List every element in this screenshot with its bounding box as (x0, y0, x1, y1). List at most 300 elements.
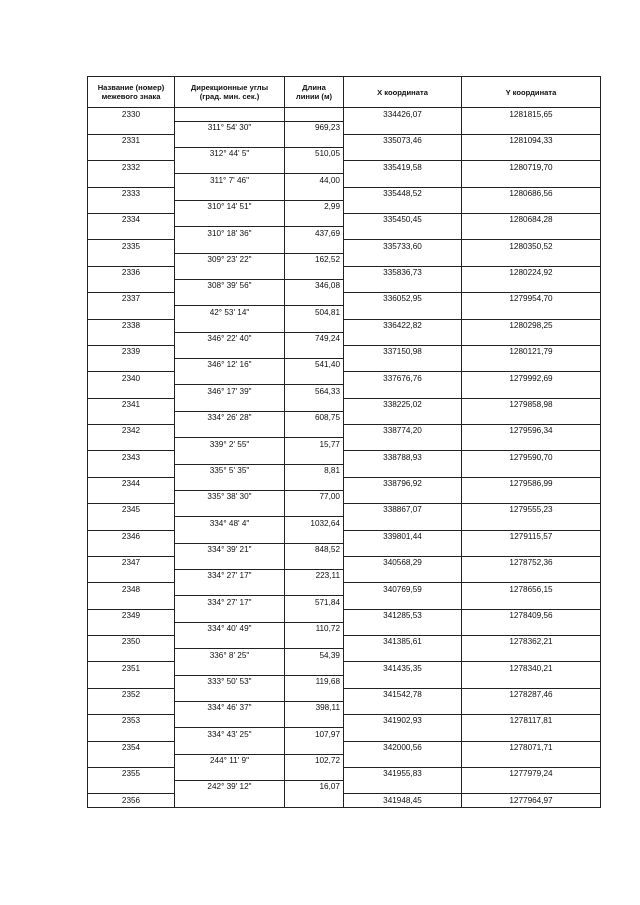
line-length-cell: 16,07 (285, 781, 344, 794)
table-row (88, 174, 601, 187)
marker-name-cell: 2347 (88, 556, 175, 569)
empty-cell (462, 675, 601, 688)
y-coordinate-cell: 1280684,28 (462, 214, 601, 227)
empty-cell (175, 767, 285, 780)
table-row (88, 622, 601, 635)
table-row (88, 385, 601, 398)
empty-cell (88, 359, 175, 372)
empty-cell (344, 517, 462, 530)
empty-cell (88, 438, 175, 451)
y-coordinate-cell: 1280686,56 (462, 187, 601, 200)
empty-cell (88, 227, 175, 240)
table-row (88, 332, 601, 345)
direction-angle-cell: 310° 14' 51" (175, 200, 285, 213)
empty-cell (462, 781, 601, 794)
empty-cell (344, 649, 462, 662)
empty-cell (285, 345, 344, 358)
table-row (88, 570, 601, 583)
direction-angle-cell: 333° 50' 53" (175, 675, 285, 688)
table-row (88, 359, 601, 372)
direction-angle-cell: 346° 17' 39" (175, 385, 285, 398)
line-length-cell: 608,75 (285, 411, 344, 424)
line-length-cell: 749,24 (285, 332, 344, 345)
marker-name-cell: 2351 (88, 662, 175, 675)
empty-cell (285, 293, 344, 306)
marker-name-cell: 2349 (88, 609, 175, 622)
line-length-cell: 110,72 (285, 622, 344, 635)
empty-cell (344, 675, 462, 688)
empty-cell (285, 767, 344, 780)
empty-cell (344, 332, 462, 345)
table-row (88, 121, 601, 134)
marker-name-cell: 2340 (88, 372, 175, 385)
empty-cell (344, 543, 462, 556)
empty-cell (344, 306, 462, 319)
direction-angle-cell: 311° 54' 30" (175, 121, 285, 134)
x-coordinate-cell: 339801,44 (344, 530, 462, 543)
direction-angle-cell: 242° 39' 12" (175, 781, 285, 794)
empty-cell (285, 214, 344, 227)
table-row (88, 767, 601, 780)
empty-cell (462, 227, 601, 240)
x-coordinate-cell: 335733,60 (344, 240, 462, 253)
line-length-cell: 223,11 (285, 570, 344, 583)
y-coordinate-cell: 1281094,33 (462, 134, 601, 147)
empty-cell (88, 385, 175, 398)
marker-name-cell: 2344 (88, 477, 175, 490)
empty-cell (88, 148, 175, 161)
marker-name-cell: 2337 (88, 293, 175, 306)
table-row (88, 438, 601, 451)
table-row (88, 741, 601, 754)
line-length-cell: 44,00 (285, 174, 344, 187)
marker-name-cell: 2356 (88, 794, 175, 808)
table-row (88, 319, 601, 332)
line-length-cell: 162,52 (285, 253, 344, 266)
empty-cell (285, 372, 344, 385)
empty-cell (344, 253, 462, 266)
empty-cell (462, 332, 601, 345)
line-length-cell: 15,77 (285, 438, 344, 451)
table-row (88, 701, 601, 714)
empty-cell (285, 583, 344, 596)
empty-cell (88, 570, 175, 583)
marker-name-cell: 2331 (88, 134, 175, 147)
marker-name-cell: 2332 (88, 161, 175, 174)
y-coordinate-cell: 1279115,57 (462, 530, 601, 543)
empty-cell (88, 728, 175, 741)
y-coordinate-cell: 1278287,46 (462, 688, 601, 701)
header-x-coordinate: X координата (344, 77, 462, 108)
direction-angle-cell: 334° 43' 25" (175, 728, 285, 741)
y-coordinate-cell: 1280350,52 (462, 240, 601, 253)
header-line-length: Длина линии (м) (285, 77, 344, 108)
y-coordinate-cell: 1280121,79 (462, 345, 601, 358)
table-row (88, 108, 601, 122)
x-coordinate-cell: 337676,76 (344, 372, 462, 385)
empty-cell (175, 556, 285, 569)
x-coordinate-cell: 335836,73 (344, 266, 462, 279)
header-marker-name: Название (номер) межевого знака (88, 77, 175, 108)
line-length-cell: 77,00 (285, 490, 344, 503)
table-row (88, 715, 601, 728)
y-coordinate-cell: 1278409,56 (462, 609, 601, 622)
line-length-cell: 102,72 (285, 754, 344, 767)
x-coordinate-cell: 341285,53 (344, 609, 462, 622)
x-coordinate-cell: 338225,02 (344, 398, 462, 411)
line-length-cell: 346,08 (285, 279, 344, 292)
y-coordinate-cell: 1280224,92 (462, 266, 601, 279)
direction-angle-cell: 312° 44' 5" (175, 148, 285, 161)
empty-cell (344, 200, 462, 213)
empty-cell (175, 636, 285, 649)
table-row (88, 279, 601, 292)
empty-cell (88, 411, 175, 424)
empty-cell (175, 715, 285, 728)
x-coordinate-cell: 338867,07 (344, 504, 462, 517)
y-coordinate-cell: 1278071,71 (462, 741, 601, 754)
empty-cell (344, 279, 462, 292)
empty-cell (344, 464, 462, 477)
table-row (88, 794, 601, 808)
x-coordinate-cell: 340568,29 (344, 556, 462, 569)
marker-name-cell: 2338 (88, 319, 175, 332)
y-coordinate-cell: 1278117,81 (462, 715, 601, 728)
line-length-cell: 398,11 (285, 701, 344, 714)
empty-cell (175, 266, 285, 279)
y-coordinate-cell: 1279992,69 (462, 372, 601, 385)
table-body (88, 108, 601, 808)
table-row (88, 345, 601, 358)
empty-cell (462, 543, 601, 556)
marker-name-cell: 2346 (88, 530, 175, 543)
marker-name-cell: 2348 (88, 583, 175, 596)
empty-cell (88, 332, 175, 345)
table-row (88, 148, 601, 161)
direction-angle-cell: 334° 27' 17" (175, 570, 285, 583)
y-coordinate-cell: 1277964,97 (462, 794, 601, 808)
empty-cell (175, 134, 285, 147)
empty-cell (462, 174, 601, 187)
table-row (88, 662, 601, 675)
table-row (88, 464, 601, 477)
direction-angle-cell: 346° 12' 16" (175, 359, 285, 372)
empty-cell (175, 451, 285, 464)
marker-name-cell: 2330 (88, 108, 175, 122)
y-coordinate-cell: 1281815,65 (462, 108, 601, 122)
direction-angle-cell: 335° 38' 30" (175, 490, 285, 503)
empty-cell (175, 583, 285, 596)
table-header-row (88, 77, 601, 108)
line-length-cell: 8,81 (285, 464, 344, 477)
table-row (88, 504, 601, 517)
line-length-cell: 504,81 (285, 306, 344, 319)
x-coordinate-cell: 336422,82 (344, 319, 462, 332)
x-coordinate-cell: 338796,92 (344, 477, 462, 490)
empty-cell (344, 570, 462, 583)
empty-cell (88, 253, 175, 266)
x-coordinate-cell: 341948,45 (344, 794, 462, 808)
empty-cell (285, 319, 344, 332)
empty-cell (462, 622, 601, 635)
empty-cell (175, 214, 285, 227)
table-row (88, 161, 601, 174)
line-length-cell: 119,68 (285, 675, 344, 688)
direction-angle-cell: 42° 53' 14" (175, 306, 285, 319)
marker-name-cell: 2339 (88, 345, 175, 358)
marker-name-cell: 2350 (88, 636, 175, 649)
x-coordinate-cell: 338788,93 (344, 451, 462, 464)
line-length-cell: 541,40 (285, 359, 344, 372)
marker-name-cell: 2345 (88, 504, 175, 517)
table-row (88, 530, 601, 543)
empty-cell (344, 174, 462, 187)
direction-angle-cell: 334° 27' 17" (175, 596, 285, 609)
empty-cell (462, 517, 601, 530)
line-length-cell: 969,23 (285, 121, 344, 134)
empty-cell (88, 200, 175, 213)
empty-cell (175, 662, 285, 675)
empty-cell (344, 438, 462, 451)
empty-cell (462, 279, 601, 292)
y-coordinate-cell: 1278362,21 (462, 636, 601, 649)
direction-angle-cell: 334° 26' 28" (175, 411, 285, 424)
y-coordinate-cell: 1279590,70 (462, 451, 601, 464)
y-coordinate-cell: 1279858,98 (462, 398, 601, 411)
empty-cell (88, 622, 175, 635)
empty-cell (175, 741, 285, 754)
empty-cell (285, 504, 344, 517)
empty-cell (285, 134, 344, 147)
empty-cell (285, 609, 344, 622)
marker-name-cell: 2354 (88, 741, 175, 754)
empty-cell (344, 411, 462, 424)
empty-cell (285, 741, 344, 754)
empty-cell (462, 359, 601, 372)
x-coordinate-cell: 335450,45 (344, 214, 462, 227)
table-row (88, 596, 601, 609)
table-row (88, 306, 601, 319)
marker-name-cell: 2341 (88, 398, 175, 411)
x-coordinate-cell: 335419,58 (344, 161, 462, 174)
marker-name-cell: 2355 (88, 767, 175, 780)
empty-cell (285, 425, 344, 438)
table-row (88, 187, 601, 200)
empty-cell (285, 636, 344, 649)
table-row (88, 425, 601, 438)
table-row (88, 728, 601, 741)
y-coordinate-cell: 1280298,25 (462, 319, 601, 332)
direction-angle-cell: 334° 39' 21" (175, 543, 285, 556)
empty-cell (285, 688, 344, 701)
table-row (88, 754, 601, 767)
empty-cell (462, 306, 601, 319)
empty-cell (175, 398, 285, 411)
empty-cell (88, 517, 175, 530)
empty-cell (175, 240, 285, 253)
marker-name-cell: 2343 (88, 451, 175, 464)
direction-angle-cell: 309° 23' 22" (175, 253, 285, 266)
empty-cell (462, 649, 601, 662)
empty-cell (88, 543, 175, 556)
empty-cell (175, 688, 285, 701)
empty-cell (462, 464, 601, 477)
empty-cell (175, 425, 285, 438)
line-length-cell: 2,99 (285, 200, 344, 213)
table-row (88, 253, 601, 266)
table-row (88, 477, 601, 490)
y-coordinate-cell: 1277979,24 (462, 767, 601, 780)
direction-angle-cell: 310° 18' 36" (175, 227, 285, 240)
x-coordinate-cell: 341955,83 (344, 767, 462, 780)
direction-angle-cell: 334° 40' 49" (175, 622, 285, 635)
line-length-cell: 848,52 (285, 543, 344, 556)
y-coordinate-cell: 1279596,34 (462, 425, 601, 438)
x-coordinate-cell: 335073,46 (344, 134, 462, 147)
empty-cell (462, 570, 601, 583)
direction-angle-cell: 335° 5' 35" (175, 464, 285, 477)
y-coordinate-cell: 1278656,15 (462, 583, 601, 596)
empty-cell (88, 701, 175, 714)
table-row (88, 200, 601, 213)
table-row (88, 543, 601, 556)
y-coordinate-cell: 1278340,21 (462, 662, 601, 675)
empty-cell (88, 306, 175, 319)
x-coordinate-cell: 341902,93 (344, 715, 462, 728)
header-y-coordinate: Y координата (462, 77, 601, 108)
empty-cell (462, 200, 601, 213)
empty-cell (285, 187, 344, 200)
marker-name-cell: 2333 (88, 187, 175, 200)
y-coordinate-cell: 1279555,23 (462, 504, 601, 517)
empty-cell (88, 174, 175, 187)
empty-cell (462, 728, 601, 741)
empty-cell (285, 662, 344, 675)
table-row (88, 398, 601, 411)
marker-name-cell: 2334 (88, 214, 175, 227)
empty-cell (344, 701, 462, 714)
empty-cell (285, 715, 344, 728)
empty-cell (175, 530, 285, 543)
table-row (88, 517, 601, 530)
empty-cell (462, 596, 601, 609)
empty-cell (175, 108, 285, 122)
marker-name-cell: 2336 (88, 266, 175, 279)
x-coordinate-cell: 341385,61 (344, 636, 462, 649)
empty-cell (175, 504, 285, 517)
y-coordinate-cell: 1279954,70 (462, 293, 601, 306)
direction-angle-cell: 308° 39' 56" (175, 279, 285, 292)
empty-cell (175, 187, 285, 200)
empty-cell (175, 319, 285, 332)
table-row (88, 781, 601, 794)
empty-cell (175, 345, 285, 358)
table-row (88, 675, 601, 688)
empty-cell (344, 121, 462, 134)
empty-cell (88, 464, 175, 477)
empty-cell (285, 240, 344, 253)
empty-cell (285, 398, 344, 411)
line-length-cell: 571,84 (285, 596, 344, 609)
y-coordinate-cell: 1278752,36 (462, 556, 601, 569)
table-row (88, 227, 601, 240)
line-length-cell: 107,97 (285, 728, 344, 741)
table-row (88, 240, 601, 253)
table-row (88, 490, 601, 503)
y-coordinate-cell: 1279586,99 (462, 477, 601, 490)
empty-cell (344, 622, 462, 635)
empty-cell (285, 477, 344, 490)
empty-cell (462, 701, 601, 714)
empty-cell (285, 556, 344, 569)
empty-cell (462, 253, 601, 266)
x-coordinate-cell: 341542,78 (344, 688, 462, 701)
x-coordinate-cell: 336052,95 (344, 293, 462, 306)
x-coordinate-cell: 341435,35 (344, 662, 462, 675)
line-length-cell: 54,39 (285, 649, 344, 662)
empty-cell (285, 530, 344, 543)
marker-name-cell: 2335 (88, 240, 175, 253)
empty-cell (344, 754, 462, 767)
direction-angle-cell: 346° 22' 40" (175, 332, 285, 345)
empty-cell (285, 451, 344, 464)
empty-cell (88, 649, 175, 662)
line-length-cell: 1032,64 (285, 517, 344, 530)
empty-cell (175, 794, 285, 808)
empty-cell (88, 279, 175, 292)
empty-cell (462, 385, 601, 398)
empty-cell (462, 148, 601, 161)
empty-cell (344, 781, 462, 794)
empty-cell (344, 385, 462, 398)
x-coordinate-cell: 340769,59 (344, 583, 462, 596)
empty-cell (285, 161, 344, 174)
table-row (88, 451, 601, 464)
empty-cell (175, 609, 285, 622)
line-length-cell: 564,33 (285, 385, 344, 398)
marker-name-cell: 2353 (88, 715, 175, 728)
direction-angle-cell: 244° 11' 9" (175, 754, 285, 767)
header-direction-angle: Дирекционные углы (град. мин. сек.) (175, 77, 285, 108)
empty-cell (175, 161, 285, 174)
direction-angle-cell: 334° 48' 4" (175, 517, 285, 530)
empty-cell (88, 121, 175, 134)
y-coordinate-cell: 1280719,70 (462, 161, 601, 174)
x-coordinate-cell: 342000,56 (344, 741, 462, 754)
x-coordinate-cell: 335448,52 (344, 187, 462, 200)
empty-cell (344, 148, 462, 161)
table-row (88, 556, 601, 569)
empty-cell (88, 596, 175, 609)
marker-name-cell: 2342 (88, 425, 175, 438)
x-coordinate-cell: 337150,98 (344, 345, 462, 358)
x-coordinate-cell: 338774,20 (344, 425, 462, 438)
table-row (88, 411, 601, 424)
line-length-cell: 437,69 (285, 227, 344, 240)
empty-cell (175, 477, 285, 490)
empty-cell (462, 490, 601, 503)
table-row (88, 372, 601, 385)
empty-cell (88, 490, 175, 503)
table-row (88, 609, 601, 622)
empty-cell (88, 675, 175, 688)
direction-angle-cell: 339° 2' 55" (175, 438, 285, 451)
empty-cell (88, 781, 175, 794)
empty-cell (344, 596, 462, 609)
empty-cell (462, 411, 601, 424)
empty-cell (462, 754, 601, 767)
marker-name-cell: 2352 (88, 688, 175, 701)
